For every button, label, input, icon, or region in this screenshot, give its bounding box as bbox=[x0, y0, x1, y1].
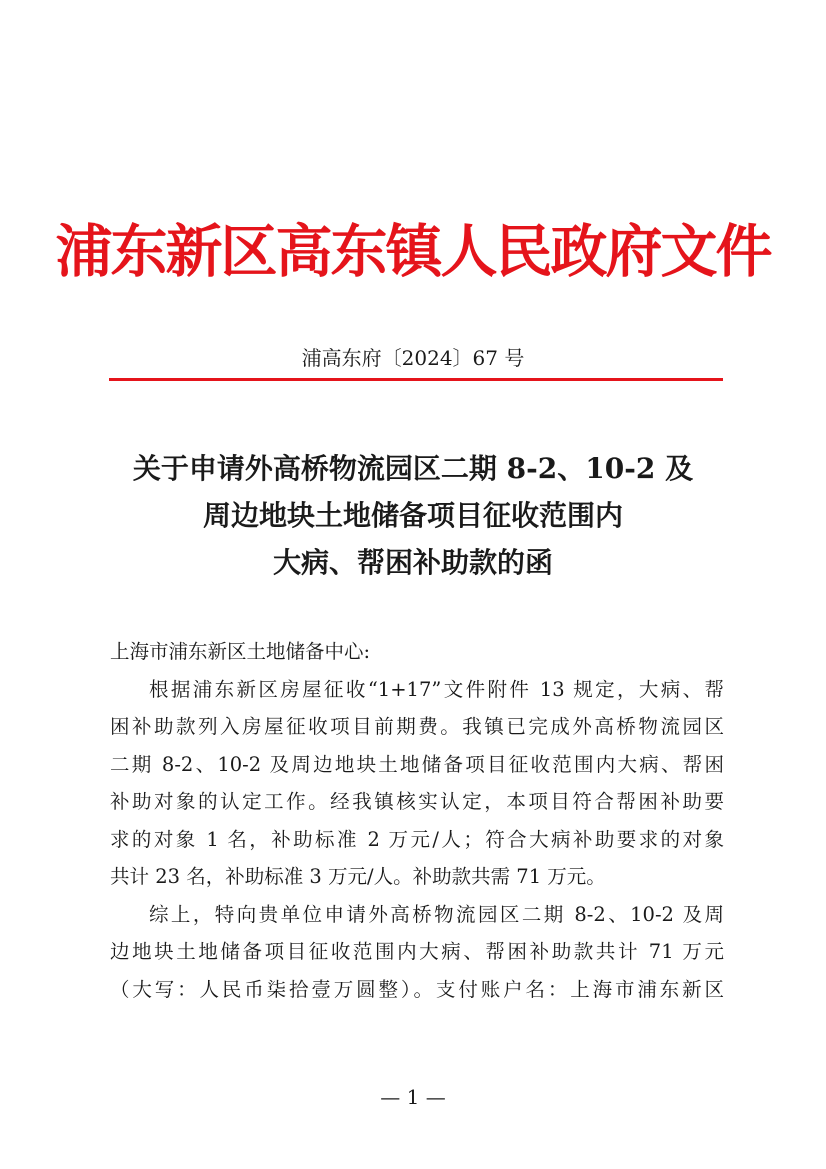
salutation: 上海市浦东新区土地储备中心: bbox=[110, 640, 371, 663]
red-divider-line bbox=[109, 378, 723, 381]
paragraph-line: 综上，特向贵单位申请外高桥物流园区二期 8-2、10-2 及周 bbox=[149, 902, 724, 926]
issuing-authority-header: 浦东新区高东镇人民政府文件 bbox=[55, 218, 771, 285]
title-line: 关于申请外高桥物流园区二期 8-2、10-2 及 bbox=[132, 452, 694, 485]
paragraph-line: 二期 8-2、10-2 及周边地块土地储备项目征收范围内大病、帮困 bbox=[110, 752, 724, 776]
paragraph-line: 边地块土地储备项目征收范围内大病、帮困补助款共计 71 万元 bbox=[110, 940, 724, 963]
paragraph-line: （大写：人民币柒拾壹万圆整）。支付账户名：上海市浦东新区 bbox=[110, 977, 724, 1001]
page-number: — 1 — bbox=[380, 1085, 446, 1109]
paragraph-line: 根据浦东新区房屋征收“1+17”文件附件 13 规定，大病、帮 bbox=[149, 677, 724, 701]
title-line: 大病、帮困补助款的函 bbox=[272, 546, 553, 579]
title-line: 周边地块土地储备项目征收范围内 bbox=[202, 499, 623, 532]
paragraph-line: 补助对象的认定工作。经我镇核实认定，本项目符合帮困补助要 bbox=[110, 790, 724, 813]
document-body bbox=[110, 633, 724, 1008]
document-number: 浦高东府〔2024〕67 号 bbox=[301, 346, 525, 370]
document-title bbox=[80, 445, 746, 586]
paragraph-line: 求的对象 1 名，补助标准 2 万元/人；符合大病补助要求的对象 bbox=[110, 827, 724, 851]
paragraph-line: 共计 23 名，补助标准 3 万元/人。补助款共需 71 万元。 bbox=[110, 865, 606, 888]
paragraph-line: 困补助款列入房屋征收项目前期费。我镇已完成外高桥物流园区 bbox=[110, 715, 724, 738]
